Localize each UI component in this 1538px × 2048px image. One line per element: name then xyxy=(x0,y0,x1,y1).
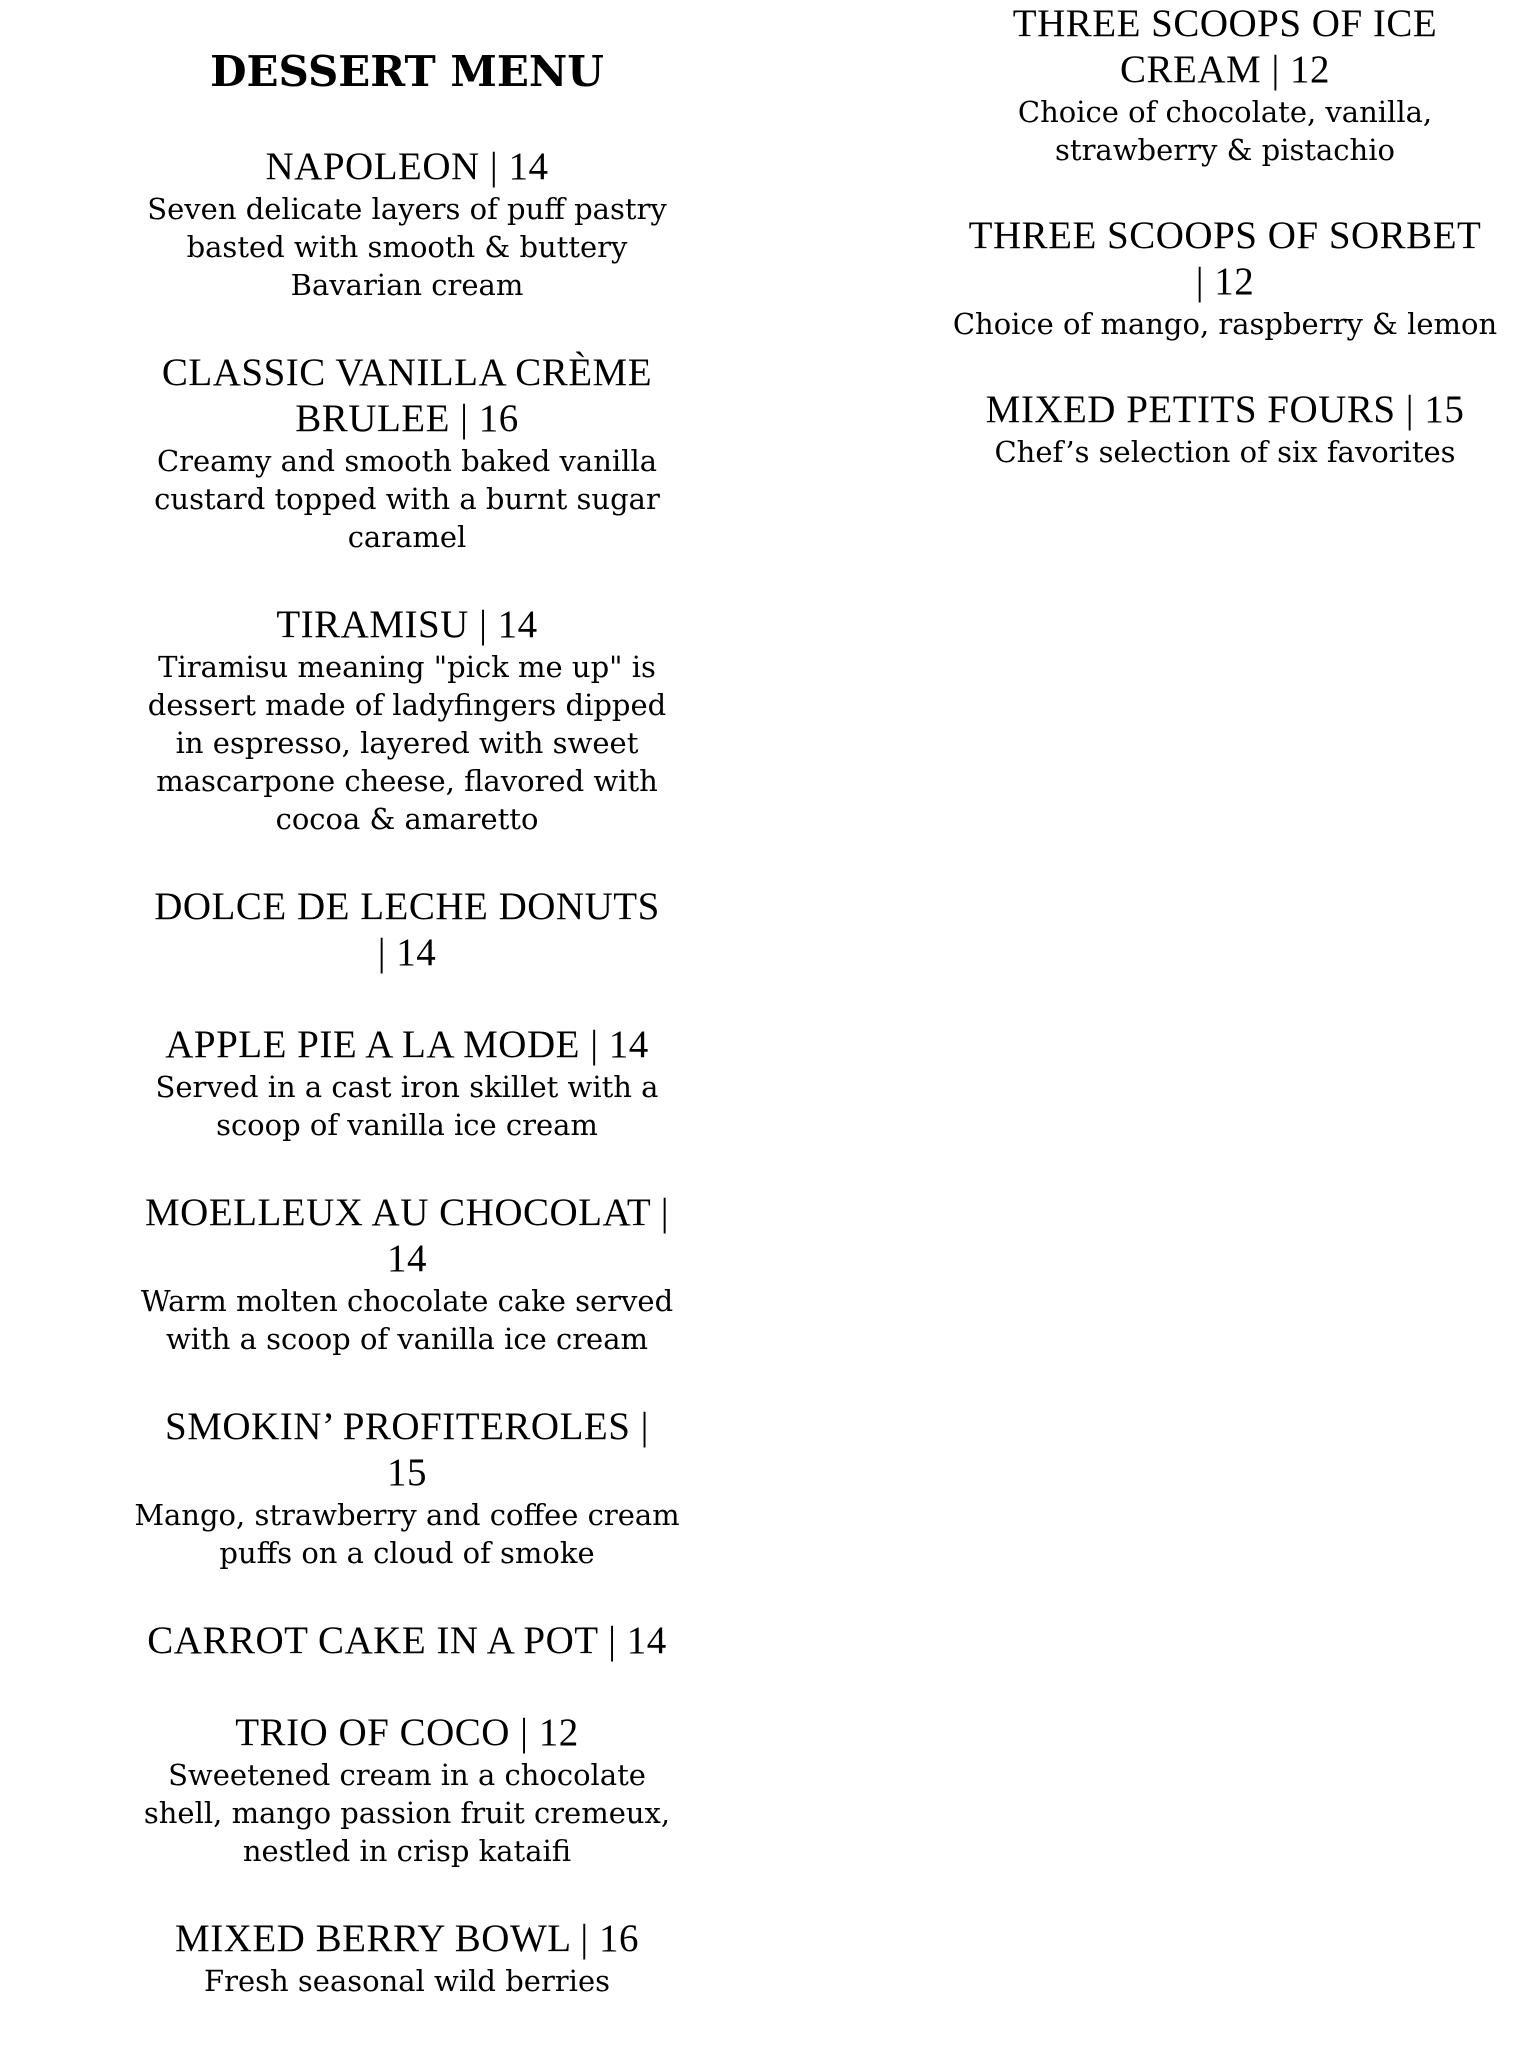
item-name: APPLE PIE A LA MODE | 14 xyxy=(165,1023,649,1066)
item-name: TRIO OF COCO | 12 xyxy=(235,1711,579,1754)
item-name-line: MOELLEUX AU CHOCOLAT | xyxy=(145,1191,669,1234)
item-name: TIRAMISU | 14 xyxy=(276,603,538,646)
item-description-line: Bavarian cream xyxy=(290,268,524,302)
menu-item-donuts xyxy=(104,884,710,976)
menu-item-sorbet xyxy=(930,213,1520,343)
item-spacer xyxy=(104,838,710,884)
item-name-line: | 14 xyxy=(377,931,437,974)
item-name-line: | 12 xyxy=(1195,260,1255,303)
item-spacer xyxy=(104,1358,710,1404)
item-description-line: Sweetened cream in a chocolate xyxy=(168,1758,646,1792)
item-name: MIXED PETITS FOURS | 15 xyxy=(985,388,1465,431)
menu-item-mixed-berry-bowl xyxy=(104,1916,710,2000)
item-name-line: DOLCE DE LECHE DONUTS xyxy=(154,885,660,928)
menu-item-moelleux xyxy=(104,1190,710,1358)
item-description-line: scoop of vanilla ice cream xyxy=(216,1108,598,1142)
menu-title: DESSERT MENU xyxy=(210,47,604,96)
item-description-line: with a scoop of vanilla ice cream xyxy=(165,1322,649,1356)
item-description-line: strawberry & pistachio xyxy=(1055,133,1395,167)
item-spacer xyxy=(104,556,710,602)
item-description-line: Tiramisu meaning "pick me up" is xyxy=(158,650,656,684)
left-menu-column xyxy=(104,0,710,2000)
item-description-line: cocoa & amaretto xyxy=(275,802,539,836)
item-description-line: Warm molten chocolate cake served xyxy=(140,1284,674,1318)
item-description-line: Seven delicate layers of puff pastry xyxy=(147,192,667,226)
item-name-line: CREAM | 12 xyxy=(1120,48,1330,91)
item-name: MIXED BERRY BOWL | 16 xyxy=(175,1917,639,1960)
item-description-line: puffs on a cloud of smoke xyxy=(219,1536,595,1570)
item-spacer xyxy=(104,1870,710,1916)
menu-item-trio-of-coco xyxy=(104,1710,710,1870)
item-description-line: Fresh seasonal wild berries xyxy=(204,1964,610,1998)
item-description-line: Choice of chocolate, vanilla, xyxy=(1017,95,1433,129)
menu-item-petits-fours xyxy=(930,387,1520,471)
item-name-line: THREE SCOOPS OF ICE xyxy=(1012,2,1438,45)
item-name-line: 15 xyxy=(387,1451,427,1494)
item-name-line: SMOKIN’ PROFITEROLES | xyxy=(165,1405,649,1448)
item-spacer xyxy=(104,1572,710,1618)
item-name-line: BRULEE | 16 xyxy=(295,397,519,440)
item-description-line: Served in a cast iron skillet with a xyxy=(155,1070,659,1104)
item-description-line: mascarpone cheese, flavored with xyxy=(156,764,658,798)
item-name: NAPOLEON | 14 xyxy=(265,145,549,188)
menu-item-tiramisu xyxy=(104,602,710,838)
menu-item-profiteroles xyxy=(104,1404,710,1572)
item-description-line: custard topped with a burnt sugar xyxy=(154,482,660,516)
item-description-line: shell, mango passion fruit cremeux, xyxy=(143,1796,671,1830)
item-spacer xyxy=(930,343,1520,387)
item-name-line: THREE SCOOPS OF SORBET xyxy=(968,214,1482,257)
item-description-line: caramel xyxy=(347,520,467,554)
item-name: CARROT CAKE IN A POT | 14 xyxy=(147,1619,667,1662)
menu-item-apple-pie xyxy=(104,1022,710,1144)
menu-item-ice-cream xyxy=(930,1,1520,169)
item-description-line: Chef’s selection of six favorites xyxy=(994,435,1456,469)
item-spacer xyxy=(104,976,710,1022)
right-menu-column xyxy=(930,0,1520,471)
item-description-line: Mango, strawberry and coffee cream xyxy=(134,1498,680,1532)
item-spacer xyxy=(930,169,1520,213)
item-description-line: Choice of mango, raspberry & lemon xyxy=(952,307,1498,341)
item-name-line: 14 xyxy=(387,1237,427,1280)
item-description-line: Creamy and smooth baked vanilla xyxy=(156,444,658,478)
item-spacer xyxy=(104,304,710,350)
menu-item-carrot-cake xyxy=(104,1618,710,1664)
item-spacer xyxy=(104,1664,710,1710)
item-spacer xyxy=(104,1144,710,1190)
item-description-line: nestled in crisp kataifi xyxy=(242,1834,572,1868)
item-description-line: dessert made of ladyfingers dipped xyxy=(147,688,667,722)
item-description-line: basted with smooth & buttery xyxy=(186,230,628,264)
menu-item-creme-brulee xyxy=(104,350,710,556)
item-name-line: CLASSIC VANILLA CRÈME xyxy=(161,351,653,394)
item-description-line: in espresso, layered with sweet xyxy=(175,726,639,760)
menu-item-napoleon xyxy=(104,144,710,304)
